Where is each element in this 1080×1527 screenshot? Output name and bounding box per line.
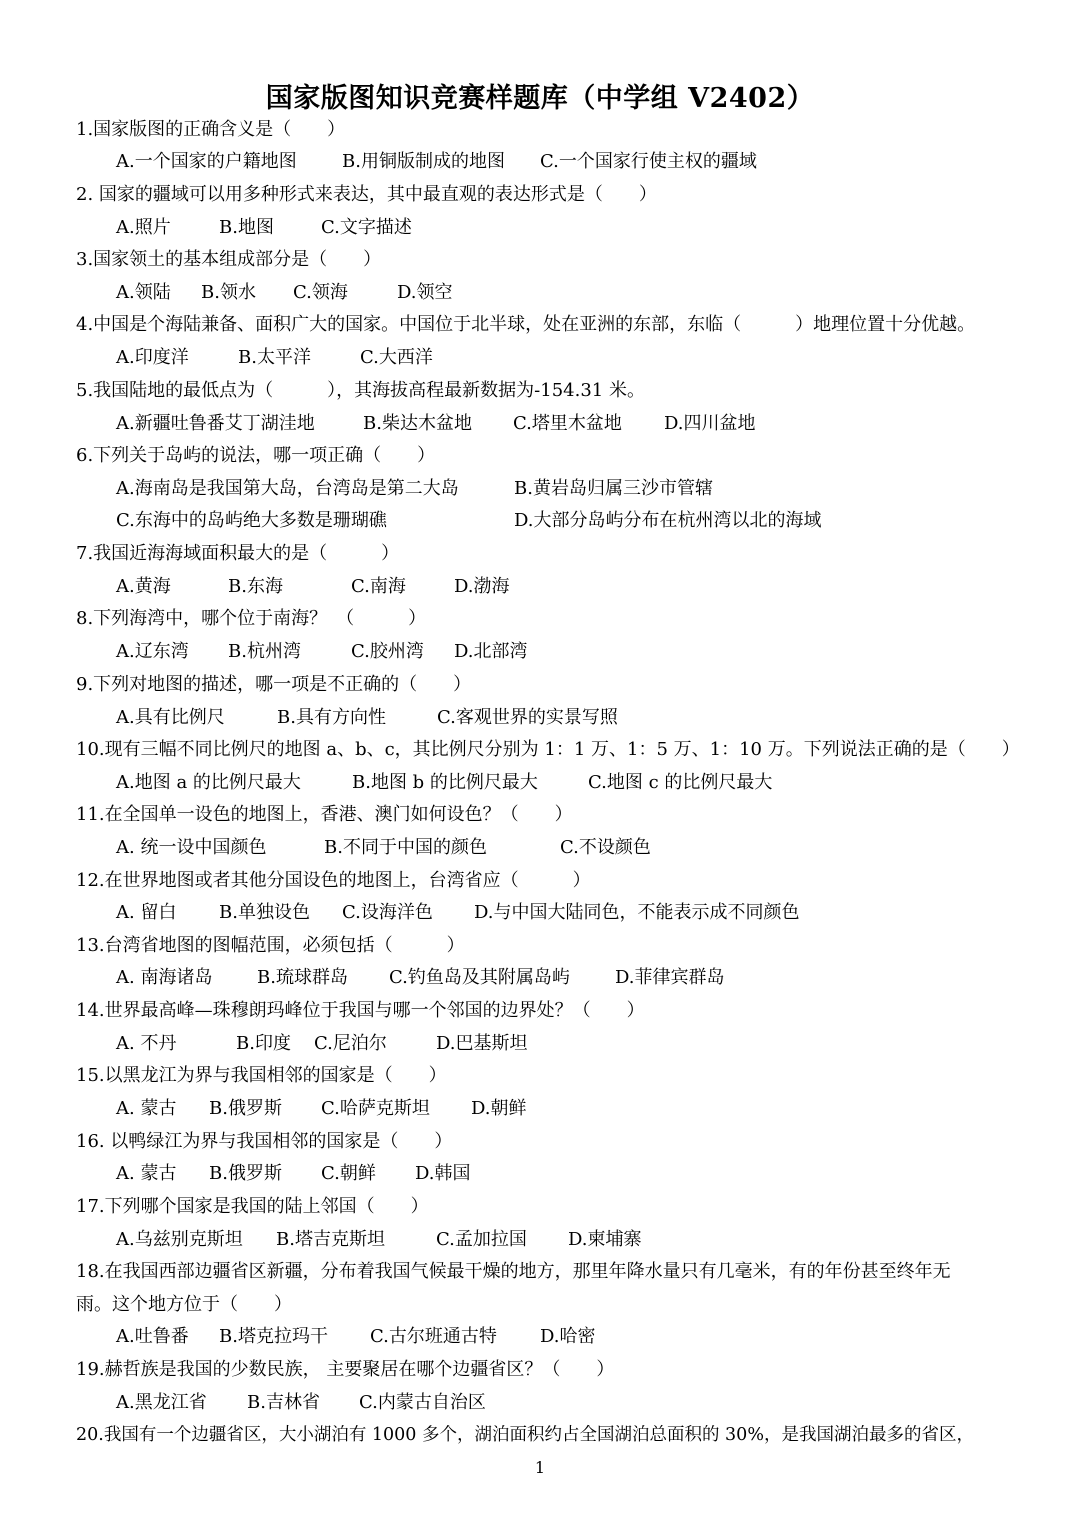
option: B.塔克拉玛干 bbox=[219, 1326, 328, 1347]
option: D.大部分岛屿分布在杭州湾以北的海域 bbox=[514, 510, 822, 531]
options-16 bbox=[116, 1162, 471, 1186]
option: D.领空 bbox=[397, 282, 453, 303]
option: B.具有方向性 bbox=[277, 707, 386, 728]
option: A.海南岛是我国第大岛，台湾岛是第二大岛 bbox=[116, 478, 459, 499]
options-18 bbox=[116, 1325, 596, 1349]
option: C.地图 c 的比例尺最大 bbox=[588, 772, 773, 793]
option: B.太平洋 bbox=[238, 347, 311, 368]
option: A. 蒙古 bbox=[116, 1098, 177, 1119]
option: B.吉林省 bbox=[247, 1392, 320, 1413]
option: A.领陆 bbox=[116, 282, 171, 303]
option: A.照片 bbox=[116, 217, 171, 238]
option: C.孟加拉国 bbox=[436, 1229, 527, 1250]
option: D.朝鲜 bbox=[471, 1098, 527, 1119]
option: B.印度 bbox=[236, 1033, 291, 1054]
options-4 bbox=[116, 346, 433, 370]
option: C.内蒙古自治区 bbox=[359, 1392, 486, 1413]
option: B.地图 b 的比例尺最大 bbox=[352, 772, 538, 793]
option: A.黑龙江省 bbox=[116, 1392, 207, 1413]
option: D.菲律宾群岛 bbox=[615, 967, 725, 988]
question-4: 4.中国是个海陆兼备、面积广大的国家。中国位于北半球，处在亚洲的东部，东临（ ）地理位置十分优越。 bbox=[76, 314, 976, 335]
option: D.哈密 bbox=[540, 1326, 596, 1347]
question-18: 18.在我国西部边疆省区新疆，分布着我国气候最干燥的地方，那里年降水量只有几毫米，有的年份甚至终年无 bbox=[76, 1261, 951, 1282]
option: B.俄罗斯 bbox=[209, 1163, 282, 1184]
option: A.乌兹别克斯坦 bbox=[116, 1229, 243, 1250]
option: B.柴达木盆地 bbox=[363, 413, 472, 434]
options-15 bbox=[116, 1097, 527, 1121]
question-12: 12.在世界地图或者其他分国设色的地图上，台湾省应（ ） bbox=[76, 870, 591, 891]
option: C.一个国家行使主权的疆域 bbox=[540, 151, 757, 172]
option: C.东海中的岛屿绝大多数是珊瑚礁 bbox=[116, 510, 387, 531]
option: D.北部湾 bbox=[454, 641, 528, 662]
question-10: 10.现有三幅不同比例尺的地图 a、b、c，其比例尺分别为 1：1 万、1：5 万、1：10 万。下列说法正确的是（ ） bbox=[76, 739, 1020, 760]
question-11: 11.在全国单一设色的地图上，香港、澳门如何设色？（ ） bbox=[76, 804, 573, 825]
options-6b bbox=[116, 509, 822, 533]
option: B.东海 bbox=[228, 576, 283, 597]
option: A. 统一设中国颜色 bbox=[116, 837, 267, 858]
option: C.南海 bbox=[351, 576, 406, 597]
option: A. 蒙古 bbox=[116, 1163, 177, 1184]
options-13 bbox=[116, 966, 725, 990]
question-14: 14.世界最高峰—珠穆朗玛峰位于我国与哪一个邻国的边界处？（ ） bbox=[76, 1000, 645, 1021]
question-17: 17.下列哪个国家是我国的陆上邻国（ ） bbox=[76, 1196, 429, 1217]
option: A. 不丹 bbox=[116, 1033, 177, 1054]
question-1: 1.国家版图的正确含义是（ ） bbox=[76, 119, 346, 140]
option: A.黄海 bbox=[116, 576, 171, 597]
question-6: 6.下列关于岛屿的说法，哪一项正确（ ） bbox=[76, 445, 436, 466]
option: A. 南海诸岛 bbox=[116, 967, 213, 988]
question-5: 5.我国陆地的最低点为（ ），其海拔高程最新数据为-154.31 米。 bbox=[76, 380, 645, 401]
question-2: 2. 国家的疆域可以用多种形式来表达，其中最直观的表达形式是（ ） bbox=[76, 184, 657, 205]
question-8: 8.下列海湾中，哪个位于南海？ （ ） bbox=[76, 608, 427, 629]
option: C.客观世界的实景写照 bbox=[437, 707, 618, 728]
option: D.与中国大陆同色，不能表示成不同颜色 bbox=[474, 902, 800, 923]
question-15: 15.以黑龙江为界与我国相邻的国家是（ ） bbox=[76, 1065, 447, 1086]
option: D.柬埔寨 bbox=[568, 1229, 642, 1250]
options-1 bbox=[116, 150, 757, 174]
option: A.地图 a 的比例尺最大 bbox=[116, 772, 301, 793]
option: A.辽东湾 bbox=[116, 641, 189, 662]
option: B.黄岩岛归属三沙市管辖 bbox=[514, 478, 713, 499]
options-7 bbox=[116, 575, 510, 599]
question-19: 19.赫哲族是我国的少数民族， 主要聚居在哪个边疆省区？（ ） bbox=[76, 1359, 615, 1380]
option: D.韩国 bbox=[415, 1163, 471, 1184]
options-17 bbox=[116, 1228, 642, 1252]
page-title: 国家版图知识竞赛样题库（中学组 V2402） bbox=[265, 83, 815, 114]
option: C.不设颜色 bbox=[560, 837, 651, 858]
option: C.古尔班通古特 bbox=[370, 1326, 497, 1347]
option: A.印度洋 bbox=[116, 347, 189, 368]
option: A.新疆吐鲁番艾丁湖洼地 bbox=[116, 413, 315, 434]
option: C.塔里木盆地 bbox=[513, 413, 622, 434]
option: C.朝鲜 bbox=[321, 1163, 376, 1184]
option: C.哈萨克斯坦 bbox=[321, 1098, 430, 1119]
question-13: 13.台湾省地图的图幅范围，必须包括（ ） bbox=[76, 935, 465, 956]
option: C.尼泊尔 bbox=[314, 1033, 387, 1054]
option: C.胶州湾 bbox=[351, 641, 424, 662]
option: B.单独设色 bbox=[219, 902, 310, 923]
option: D.渤海 bbox=[454, 576, 510, 597]
option: A.吐鲁番 bbox=[116, 1326, 189, 1347]
option: B.琉球群岛 bbox=[257, 967, 348, 988]
page-number: 1 bbox=[534, 1458, 546, 1477]
question-20: 20.我国有一个边疆省区，大小湖泊有 1000 多个，湖泊面积约占全国湖泊总面积的 30%，是我国湖泊最多的省区， bbox=[76, 1425, 974, 1445]
options-14 bbox=[116, 1032, 528, 1056]
options-3 bbox=[116, 281, 453, 305]
option: C.大西洋 bbox=[360, 347, 433, 368]
question-7: 7.我国近海海域面积最大的是（ ） bbox=[76, 543, 400, 564]
option: B.用铜版制成的地图 bbox=[342, 151, 505, 172]
option: D.四川盆地 bbox=[664, 413, 756, 434]
option: C.钓鱼岛及其附属岛屿 bbox=[389, 967, 570, 988]
question-9: 9.下列对地图的描述，哪一项是不正确的（ ） bbox=[76, 674, 472, 695]
option: C.领海 bbox=[293, 282, 348, 303]
option: B.塔吉克斯坦 bbox=[276, 1229, 385, 1250]
options-9 bbox=[116, 706, 618, 730]
option: D.巴基斯坦 bbox=[436, 1033, 528, 1054]
options-10 bbox=[116, 771, 772, 795]
options-12 bbox=[116, 901, 800, 925]
options-11 bbox=[116, 836, 651, 860]
options-19 bbox=[116, 1391, 486, 1415]
option: B.俄罗斯 bbox=[209, 1098, 282, 1119]
option: C.文字描述 bbox=[321, 217, 412, 238]
options-6a bbox=[116, 477, 713, 501]
options-8 bbox=[116, 640, 528, 664]
question-18-continued: 雨。这个地方位于（ ） bbox=[76, 1294, 292, 1315]
option: A.一个国家的户籍地图 bbox=[116, 151, 297, 172]
options-5 bbox=[116, 412, 756, 436]
option: B.领水 bbox=[201, 282, 256, 303]
option: B.不同于中国的颜色 bbox=[324, 837, 487, 858]
option: A.具有比例尺 bbox=[116, 707, 225, 728]
question-3: 3.国家领土的基本组成部分是（ ） bbox=[76, 249, 382, 270]
option: A. 留白 bbox=[116, 902, 177, 923]
option: B.地图 bbox=[219, 217, 274, 238]
question-16: 16. 以鸭绿江为界与我国相邻的国家是（ ） bbox=[76, 1131, 453, 1152]
options-2 bbox=[116, 216, 412, 240]
option: B.杭州湾 bbox=[228, 641, 301, 662]
option: C.设海洋色 bbox=[342, 902, 433, 923]
